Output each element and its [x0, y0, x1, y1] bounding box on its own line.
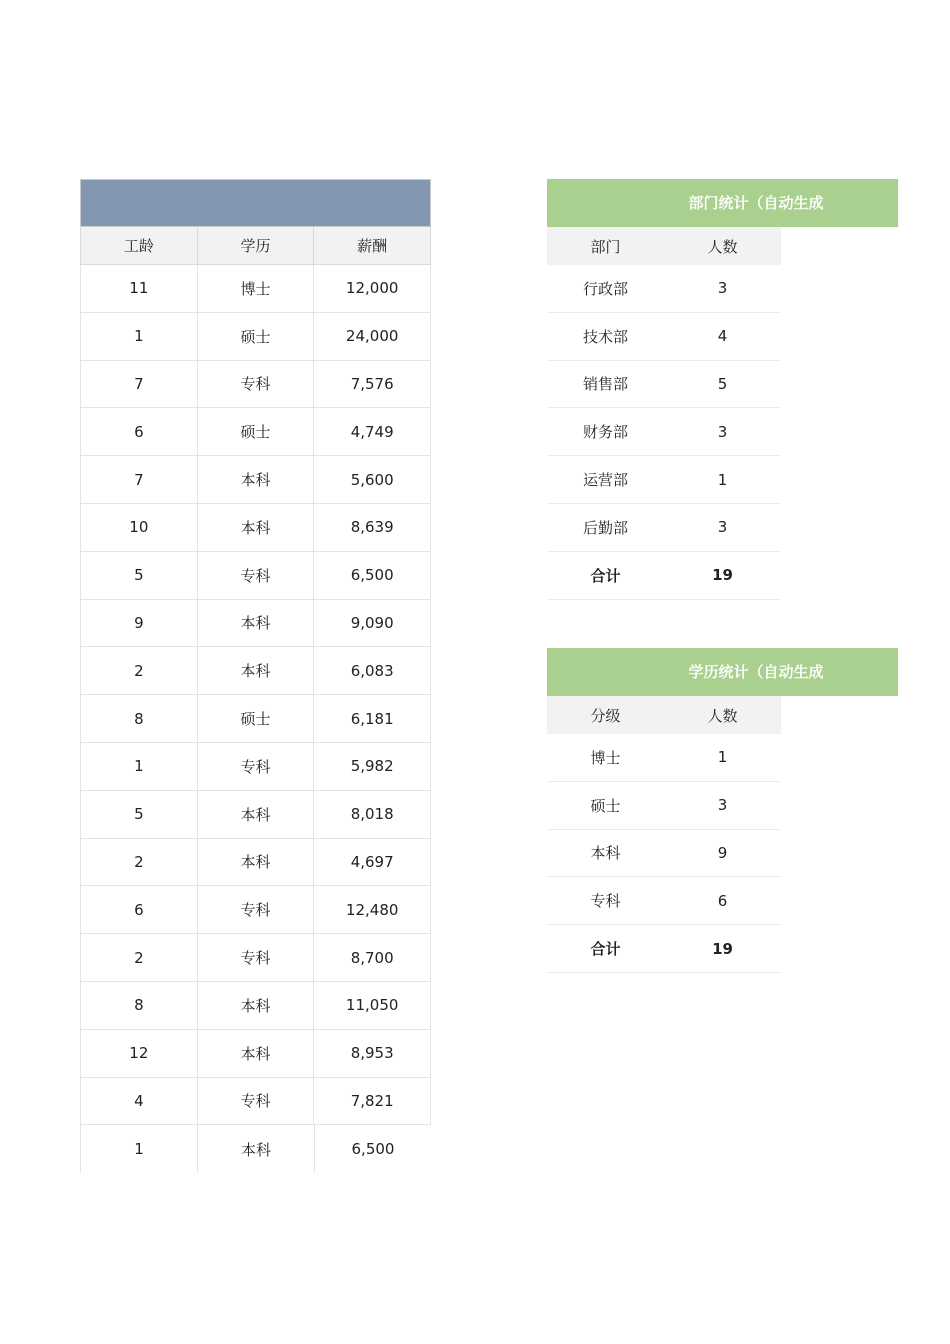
- level-cell[interactable]: 专科: [590, 892, 621, 911]
- header-education[interactable]: 学历: [198, 227, 315, 264]
- education-cell[interactable]: 本科: [198, 982, 315, 1029]
- edu-stats-row: [547, 830, 781, 878]
- seniority-cell[interactable]: 2: [81, 839, 198, 886]
- salary-cell[interactable]: 7,576: [350, 374, 394, 393]
- education-cell[interactable]: 本科: [198, 1030, 315, 1077]
- department-cell[interactable]: 后勤部: [582, 518, 628, 537]
- dept-stats-row: [547, 456, 781, 504]
- salary-cell[interactable]: 4,749: [350, 422, 394, 441]
- level-cell[interactable]: 硕士: [590, 796, 621, 815]
- employee-table-banner: [80, 179, 431, 227]
- education-cell[interactable]: 本科: [198, 647, 315, 694]
- seniority-cell[interactable]: 1: [81, 313, 198, 360]
- department-cell[interactable]: 运营部: [582, 471, 628, 490]
- table-row: [80, 265, 431, 313]
- education-cell[interactable]: 本科: [198, 1125, 315, 1173]
- seniority-cell[interactable]: 2: [81, 647, 198, 694]
- header-department[interactable]: 部门: [590, 237, 621, 256]
- seniority-cell[interactable]: 11: [81, 265, 198, 312]
- level-cell[interactable]: 本科: [590, 844, 621, 863]
- count-cell[interactable]: 3: [717, 796, 728, 815]
- table-row: [80, 1078, 431, 1126]
- education-cell[interactable]: 专科: [198, 743, 315, 790]
- salary-cell[interactable]: 8,639: [350, 518, 394, 537]
- department-cell[interactable]: 财务部: [582, 423, 628, 442]
- salary-cell[interactable]: 12,000: [345, 279, 399, 298]
- table-row: [80, 982, 431, 1030]
- table-row: [80, 1030, 431, 1078]
- edu-stats-banner: [547, 648, 898, 696]
- edu-stats-title: 学历统计（自动生成: [688, 663, 824, 681]
- table-row: [80, 504, 431, 552]
- dept-total-label[interactable]: 合计: [590, 566, 621, 585]
- edu-stats-body: [547, 734, 898, 925]
- salary-cell[interactable]: 7,821: [350, 1091, 394, 1110]
- table-row: [80, 791, 431, 839]
- count-cell[interactable]: 6: [717, 891, 728, 910]
- seniority-cell[interactable]: 6: [81, 408, 198, 455]
- dept-stats-title: 部门统计（自动生成: [688, 194, 824, 212]
- edu-stats-row: [547, 782, 781, 830]
- employee-table: [80, 179, 431, 1173]
- education-cell[interactable]: 本科: [198, 839, 315, 886]
- education-cell[interactable]: 硕士: [198, 695, 315, 742]
- education-cell[interactable]: 硕士: [198, 313, 315, 360]
- education-cell[interactable]: 本科: [198, 456, 315, 503]
- edu-stats-row: [547, 877, 781, 925]
- salary-cell[interactable]: 6,083: [350, 661, 394, 680]
- count-cell[interactable]: 1: [717, 748, 728, 767]
- edu-stats-header: [547, 696, 781, 734]
- department-cell[interactable]: 行政部: [582, 279, 628, 298]
- count-cell[interactable]: 4: [717, 327, 728, 346]
- department-cell[interactable]: 销售部: [582, 375, 628, 394]
- dept-total-row: [547, 552, 781, 600]
- department-cell[interactable]: 技术部: [582, 327, 628, 346]
- table-row: [80, 600, 431, 648]
- salary-cell[interactable]: 24,000: [345, 327, 399, 346]
- table-row: [80, 934, 431, 982]
- seniority-cell[interactable]: 7: [81, 456, 198, 503]
- education-cell[interactable]: 专科: [198, 361, 315, 408]
- education-cell[interactable]: 博士: [198, 265, 315, 312]
- table-row: [80, 408, 431, 456]
- salary-cell[interactable]: 12,480: [345, 900, 399, 919]
- table-row: [80, 743, 431, 791]
- dept-stats-table: [547, 179, 898, 600]
- count-cell[interactable]: 3: [717, 518, 728, 537]
- header-salary[interactable]: 薪酬: [357, 237, 388, 255]
- table-row: [80, 456, 431, 504]
- edu-total-label[interactable]: 合计: [590, 940, 621, 959]
- header-count[interactable]: 人数: [707, 237, 738, 256]
- salary-cell[interactable]: 9,090: [350, 613, 394, 632]
- salary-cell[interactable]: 8,953: [350, 1044, 394, 1063]
- seniority-cell[interactable]: 10: [81, 504, 198, 551]
- salary-cell[interactable]: 11,050: [345, 996, 399, 1015]
- table-row: [80, 886, 431, 934]
- salary-cell[interactable]: 4,697: [350, 852, 394, 871]
- seniority-cell[interactable]: 7: [81, 361, 198, 408]
- table-row: [80, 361, 431, 409]
- table-row: [80, 552, 431, 600]
- table-row: [80, 839, 431, 887]
- count-cell[interactable]: 9: [717, 843, 728, 862]
- edu-stats-row: [547, 734, 781, 782]
- seniority-cell[interactable]: 5: [81, 552, 198, 599]
- table-row: [80, 313, 431, 361]
- education-cell[interactable]: 本科: [198, 600, 315, 647]
- count-cell[interactable]: 5: [717, 374, 728, 393]
- dept-stats-row: [547, 361, 781, 409]
- dept-stats-body: [547, 265, 898, 552]
- count-cell[interactable]: 3: [717, 279, 728, 298]
- seniority-cell[interactable]: 2: [81, 934, 198, 981]
- education-cell[interactable]: 本科: [198, 504, 315, 551]
- dept-stats-row: [547, 313, 781, 361]
- edu-total-value[interactable]: 19: [712, 939, 733, 958]
- seniority-cell[interactable]: 9: [81, 600, 198, 647]
- level-cell[interactable]: 博士: [590, 748, 621, 767]
- dept-total-value[interactable]: 19: [712, 566, 733, 585]
- employee-table-header: [80, 227, 431, 265]
- education-cell[interactable]: 专科: [198, 1078, 315, 1125]
- salary-cell[interactable]: 5,600: [350, 470, 394, 489]
- table-row: [80, 695, 431, 743]
- edu-total-row: [547, 925, 781, 973]
- header-level[interactable]: 分级: [590, 706, 621, 725]
- seniority-cell[interactable]: 6: [81, 886, 198, 933]
- education-cell[interactable]: 本科: [198, 791, 315, 838]
- seniority-cell[interactable]: 1: [81, 1125, 198, 1173]
- seniority-cell[interactable]: 1: [81, 743, 198, 790]
- salary-cell[interactable]: 8,018: [350, 805, 394, 824]
- salary-cell[interactable]: 8,700: [350, 948, 394, 967]
- count-cell[interactable]: 3: [717, 422, 728, 441]
- table-row: [80, 647, 431, 695]
- header-seniority[interactable]: 工龄: [81, 227, 198, 264]
- count-cell[interactable]: 1: [717, 470, 728, 489]
- dept-stats-header: [547, 227, 781, 265]
- dept-stats-row: [547, 504, 781, 552]
- salary-cell[interactable]: 5,982: [350, 757, 394, 776]
- salary-cell[interactable]: 6,500: [350, 566, 394, 585]
- seniority-cell[interactable]: 5: [81, 791, 198, 838]
- seniority-cell[interactable]: 12: [81, 1030, 198, 1077]
- salary-cell[interactable]: 6,500: [351, 1140, 395, 1159]
- employee-table-body: [80, 265, 431, 1173]
- dept-stats-banner: [547, 179, 898, 227]
- header-count[interactable]: 人数: [707, 706, 738, 725]
- table-row: [80, 1125, 431, 1173]
- education-cell[interactable]: 硕士: [198, 408, 315, 455]
- education-cell[interactable]: 专科: [198, 886, 315, 933]
- seniority-cell[interactable]: 4: [81, 1078, 198, 1125]
- seniority-cell[interactable]: 8: [81, 695, 198, 742]
- salary-cell[interactable]: 6,181: [350, 709, 394, 728]
- education-cell[interactable]: 专科: [198, 552, 315, 599]
- seniority-cell[interactable]: 8: [81, 982, 198, 1029]
- education-cell[interactable]: 专科: [198, 934, 315, 981]
- edu-stats-table: [547, 648, 898, 973]
- dept-stats-row: [547, 408, 781, 456]
- dept-stats-row: [547, 265, 781, 313]
